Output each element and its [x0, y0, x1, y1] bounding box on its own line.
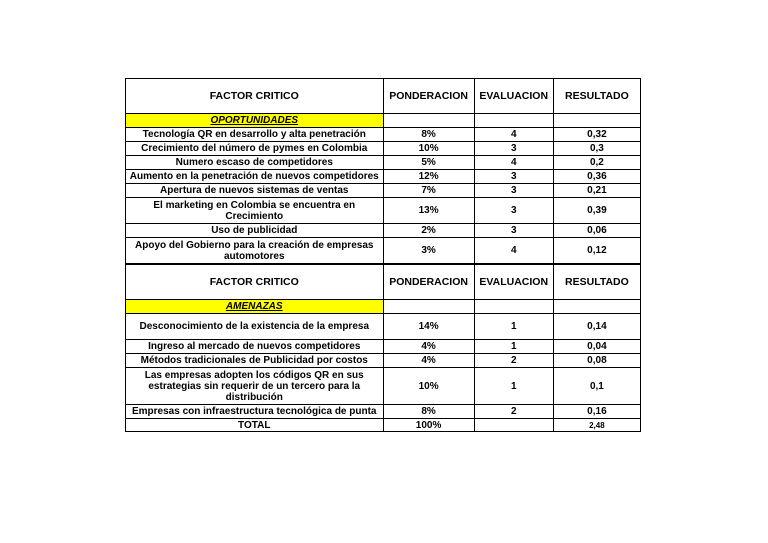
total-row: [126, 419, 641, 432]
resultado-cell: 0,06: [553, 224, 640, 238]
header-row: [126, 79, 641, 114]
factor-cell: Tecnología QR en desarrollo y alta penetración: [126, 128, 384, 142]
table-row: [126, 354, 641, 368]
total-label: TOTAL: [126, 419, 384, 432]
evaluacion-cell: 2: [474, 405, 553, 419]
evaluacion-cell: 4: [474, 128, 553, 142]
total-evaluacion: [474, 419, 553, 432]
table-row: [126, 314, 641, 340]
factor-cell: Apoyo del Gobierno para la creación de empresas automotores: [126, 238, 384, 265]
ponderacion-cell: 12%: [383, 170, 474, 184]
ponderacion-cell: 10%: [383, 368, 474, 405]
factor-cell: Uso de publicidad: [126, 224, 384, 238]
table-row: [126, 128, 641, 142]
resultado-cell: 0,1: [553, 368, 640, 405]
resultado-cell: 0,32: [553, 128, 640, 142]
table-row: [126, 405, 641, 419]
factor-cell: Crecimiento del número de pymes en Colombia: [126, 142, 384, 156]
evaluacion-cell: 3: [474, 224, 553, 238]
factor-cell: Ingreso al mercado de nuevos competidores: [126, 340, 384, 354]
resultado-cell: 0,39: [553, 198, 640, 224]
ponderacion-cell: 13%: [383, 198, 474, 224]
header-resultado: RESULTADO: [553, 264, 640, 300]
factor-evaluation-table: [125, 78, 641, 432]
evaluacion-cell: 4: [474, 156, 553, 170]
table-row: [126, 156, 641, 170]
ponderacion-cell: 3%: [383, 238, 474, 265]
header-factor: FACTOR CRITICO: [126, 264, 384, 300]
evaluacion-cell: 3: [474, 198, 553, 224]
resultado-cell: 0,12: [553, 238, 640, 265]
factor-cell: El marketing en Colombia se encuentra en Crecimiento: [126, 198, 384, 224]
resultado-cell: 0,2: [553, 156, 640, 170]
resultado-cell: 0,08: [553, 354, 640, 368]
table-row: [126, 368, 641, 405]
ponderacion-cell: 8%: [383, 405, 474, 419]
ponderacion-cell: 5%: [383, 156, 474, 170]
header-row: [126, 264, 641, 300]
section-row-amenazas: [126, 300, 641, 314]
table-row: [126, 238, 641, 265]
ponderacion-cell: 4%: [383, 340, 474, 354]
resultado-cell: 0,36: [553, 170, 640, 184]
factor-cell: Apertura de nuevos sistemas de ventas: [126, 184, 384, 198]
ponderacion-cell: 4%: [383, 354, 474, 368]
header-evaluacion: EVALUACION: [474, 79, 553, 114]
evaluacion-cell: 1: [474, 340, 553, 354]
factor-cell: Las empresas adopten los códigos QR en sus estrategias sin requerir de un tercero para la distribución: [126, 368, 384, 405]
factor-cell: Desconocimiento de la existencia de la empresa: [126, 314, 384, 340]
evaluacion-cell: 1: [474, 368, 553, 405]
factor-cell: Numero escaso de competidores: [126, 156, 384, 170]
header-evaluacion: EVALUACION: [474, 264, 553, 300]
evaluacion-cell: 4: [474, 238, 553, 265]
resultado-cell: 0,3: [553, 142, 640, 156]
ponderacion-cell: 8%: [383, 128, 474, 142]
evaluacion-cell: 3: [474, 184, 553, 198]
evaluacion-cell: 1: [474, 314, 553, 340]
table-row: [126, 170, 641, 184]
evaluacion-cell: 3: [474, 170, 553, 184]
resultado-cell: 0,21: [553, 184, 640, 198]
factor-cell: Empresas con infraestructura tecnológica de punta: [126, 405, 384, 419]
resultado-cell: 0,04: [553, 340, 640, 354]
evaluacion-cell: 3: [474, 142, 553, 156]
header-factor: FACTOR CRITICO: [126, 79, 384, 114]
section-title-amenazas: AMENAZAS: [126, 300, 384, 314]
table-row: [126, 142, 641, 156]
header-ponderacion: PONDERACION: [383, 79, 474, 114]
header-resultado: RESULTADO: [553, 79, 640, 114]
ponderacion-cell: 7%: [383, 184, 474, 198]
evaluacion-cell: 2: [474, 354, 553, 368]
header-ponderacion: PONDERACION: [383, 264, 474, 300]
resultado-cell: 0,14: [553, 314, 640, 340]
section-row-oportunidades: [126, 114, 641, 128]
resultado-cell: 0,16: [553, 405, 640, 419]
ponderacion-cell: 2%: [383, 224, 474, 238]
table-row: [126, 340, 641, 354]
table-row: [126, 224, 641, 238]
total-ponderacion: 100%: [383, 419, 474, 432]
total-resultado: 2,48: [553, 419, 640, 432]
table-row: [126, 198, 641, 224]
factor-cell: Métodos tradicionales de Publicidad por costos: [126, 354, 384, 368]
table-row: [126, 184, 641, 198]
factor-cell: Aumento en la penetración de nuevos competidores: [126, 170, 384, 184]
ponderacion-cell: 14%: [383, 314, 474, 340]
section-title-oportunidades: OPORTUNIDADES: [126, 114, 384, 128]
ponderacion-cell: 10%: [383, 142, 474, 156]
